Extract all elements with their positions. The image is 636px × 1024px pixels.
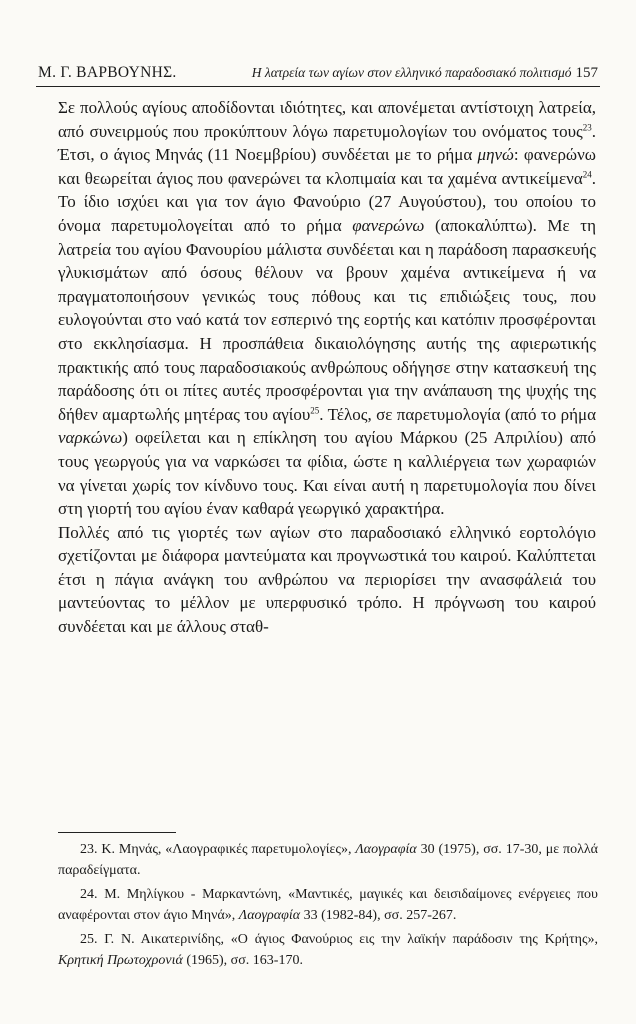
footnotes bbox=[58, 840, 598, 975]
text-run: (1965), σσ. 163-170. bbox=[182, 952, 303, 968]
footnote-ref: 25 bbox=[310, 405, 320, 416]
running-header bbox=[38, 64, 598, 82]
footnote bbox=[58, 885, 598, 926]
paragraph bbox=[58, 521, 596, 639]
text-run: 24. Μ. Μηλίγκου - Μαρκαντώνη, «Μαντικές, μαγικές και δεισιδαίμονες ενέργειες που αναφέρονται στον άγιο Μηνά», bbox=[58, 887, 598, 923]
header-author: Μ. Γ. ΒΑΡΒΟΥΝΗΣ. bbox=[38, 64, 177, 81]
text-run: 23. Κ. Μηνάς, «Λαογραφικές παρετυμολογίες», bbox=[80, 842, 356, 857]
header-title: Η λατρεία των αγίων στον ελληνικό παραδοσιακό πολιτισμό bbox=[251, 65, 572, 80]
italic-text: φανερώνω bbox=[352, 215, 425, 235]
text-run: ) οφείλεται και η επίκληση του αγίου Μάρκου (25 Απριλίου) από τους γεωργούς για να ναρκώσει τα φίδια, ώστε η καλλιέργεια των χωραφιών να γίνεται χωρίς τον κίνδυνο τους. Και είναι αυτή η παρετυμολογία που δίνει στη γιορτή του αγίου έναν καθαρά γεωργικό χαρακτήρα. bbox=[58, 428, 596, 519]
text-run: 25. Γ. Ν. Αικατερινίδης, «Ο άγιος Φανούριος εις την λαϊκήν παράδοσιν της Κρήτης», bbox=[80, 932, 598, 947]
text-run: . Έτσι, ο άγιος Μηνάς (11 Νοεμβρίου) συνδέεται με το ρήμα bbox=[58, 121, 596, 165]
footnote-ref: 24 bbox=[582, 169, 592, 180]
italic-text: Λαογραφία bbox=[238, 907, 301, 923]
text-run: . Το ίδιο ισχύει και για τον άγιο Φανούριο (27 Αυγούστου), του οποίου το όνομα παρετυμολογείται από το ρήμα bbox=[58, 168, 596, 235]
italic-text: μηνώ bbox=[477, 145, 514, 165]
footnote-rule bbox=[58, 832, 176, 833]
text-run: 33 (1982-84), σσ. 257-267. bbox=[300, 907, 457, 923]
paragraph bbox=[58, 96, 596, 521]
text-run: . Τέλος, σε παρετυμολογία (από το ρήμα bbox=[319, 404, 596, 424]
footnote bbox=[58, 930, 598, 971]
italic-text: Κρητική Πρωτοχρονιά bbox=[58, 952, 183, 968]
text-run: (αποκαλύπτω). Με τη λατρεία του αγίου Φανουρίου μάλιστα συνδέεται και η παράδοση παρασκευής γλυκισμάτων από όσους θέλουν να βρουν χαμένα αντικείμενα ή να πραγματοποιήσουν γενικώς τους πόθους και τις επιδιώξεις τους, που ευλογούνται στο ναό κατά τον εσπερινό της εορτής και κατόπιν προσφέρονται στο εκκλησίασμα. Η προσπάθεια δικαιολόγησης αυτής της αφιερωτικής πρακτικής από τους παραδοσιακούς ανθρώπους οδήγησε στην κατασκευή της παράδοσης ότι οι πίτες αυτές προσφέρονται για την ανάπαυση της ψυχής της δήθεν αμαρτωλής μητέρας του αγίου bbox=[58, 215, 596, 424]
footnote bbox=[58, 840, 598, 881]
text-run: : φανερώνω και θεωρείται άγιος που φανερώνει τα κλοπιμαία και τα χαμένα αντικείμενα bbox=[58, 145, 596, 188]
text-run: Πολλές από τις γιορτές των αγίων στο παραδοσιακό ελληνικό εορτολόγιο σχετίζονται με διάφορα μαντεύματα και προγνωστικά του καιρού. Καλύπτεται έτσι η πάγια ανάγκη του ανθρώπου να περιορίσει την ανασφάλειά του μαντεύοντας το μέλλον με υπερφυσικό τρόπο. Η πρόγνωση του καιρού συνδέεται και με άλλους σταθ- bbox=[58, 522, 596, 637]
text-run: Σε πολλούς αγίους αποδίδονται ιδιότητες, και απονέμεται αντίστοιχη λατρεία, από συνειρμούς που προκύπτουν λόγω παρετυμολογίων του ονόματος τους bbox=[58, 98, 596, 141]
header-rule bbox=[36, 86, 600, 87]
italic-text: Λαογραφία bbox=[355, 842, 417, 857]
text-run: 30 (1975), σσ. 17-30, με πολλά παραδείγματα. bbox=[58, 842, 598, 878]
page-number: 157 bbox=[575, 65, 598, 81]
footnote-ref: 23 bbox=[582, 121, 592, 132]
body-text bbox=[58, 96, 596, 639]
italic-text: ναρκώνω bbox=[58, 428, 123, 448]
